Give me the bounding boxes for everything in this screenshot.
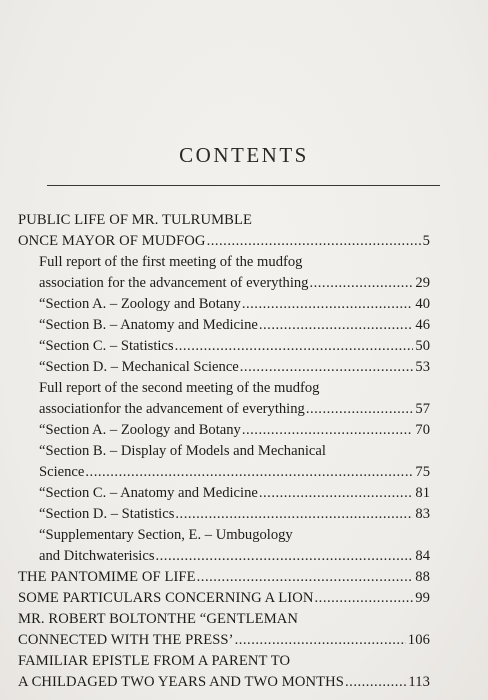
toc-entry [39,273,430,293]
leader-dots [309,273,413,293]
toc-entry-title: MR. ROBERT BOLTONTHE “GENTLEMAN [18,611,299,627]
toc-entry-title: “Section A. – Zoology and Botany [39,422,241,438]
leader-dots [306,399,414,419]
toc-entry [39,462,430,482]
toc-page-number: 46 [415,317,430,333]
toc-entry-title: “Supplementary Section, E. – Umbugology [39,527,293,543]
toc-entry [18,609,430,629]
toc-entry-title: “Section D. – Statistics [39,506,175,522]
leader-dots [156,546,414,566]
toc-entry-title: and Ditchwaterisics [39,548,155,564]
toc-page-number: 57 [415,401,430,417]
leader-dots [175,504,413,524]
leader-dots [315,588,414,608]
toc-entry-title: THE PANTOMIME OF LIFE [18,569,196,585]
leader-dots [259,483,414,503]
leader-dots [197,567,414,587]
toc-entry [39,315,430,335]
leader-dots [345,672,406,692]
toc-page-number: 88 [415,569,430,585]
toc-entry [39,336,430,356]
contents-heading: CONTENTS [179,143,309,167]
toc-entry [18,567,430,587]
toc-entry-title: “Section B. – Display of Models and Mechanical [39,443,326,459]
leader-dots [235,630,406,650]
toc-entry-title: A CHILDAGED TWO YEARS AND TWO MONTHS [18,674,345,690]
toc-entry-title: “Section A. – Zoology and Botany [39,296,241,312]
toc-page-number: 50 [415,338,430,354]
toc-page-number: 5 [422,233,430,249]
toc-entry-title: Full report of the second meeting of the mudfog [39,380,320,396]
toc-page-number: 83 [415,506,430,522]
toc-entry-title: “Section C. – Statistics [39,338,174,354]
toc-page-number: 70 [415,422,430,438]
toc-page-number: 40 [415,296,430,312]
toc-entry-title: FAMILIAR EPISTLE FROM A PARENT TO [18,653,291,669]
toc-entry [18,672,430,692]
toc-entry [39,483,430,503]
toc-page-number: 99 [415,590,430,606]
toc-entry-title: “Section C. – Anatomy and Medicine [39,485,258,501]
toc-entry-title: associationfor the advancement of everything [39,401,305,417]
leader-dots [242,294,414,314]
toc-entry-title: Science [39,464,85,480]
toc-entry-title: CONNECTED WITH THE PRESS’ [18,632,234,648]
leader-dots [85,462,413,482]
leader-dots [175,336,414,356]
toc-page-number: 53 [415,359,430,375]
toc-entry [18,651,430,671]
leader-dots [207,231,421,251]
toc-entry [39,420,430,440]
toc-entry [18,588,430,608]
toc-entry [39,357,430,377]
toc-page-number: 113 [408,674,430,690]
toc-entry [39,441,430,461]
toc-entry [39,378,430,398]
toc-entry-title: PUBLIC LIFE OF MR. TULRUMBLE [18,212,253,228]
leader-dots [259,315,414,335]
toc-entry-title: SOME PARTICULARS CONCERNING A LION [18,590,314,606]
toc-entry [39,252,430,272]
toc-entry [39,546,430,566]
leader-dots [242,420,414,440]
toc-page-number: 75 [415,464,430,480]
toc-entry [39,525,430,545]
toc-entry [39,399,430,419]
toc-entry-title: ONCE MAYOR OF MUDFOG [18,233,206,249]
toc-entry-title: Full report of the first meeting of the mudfog [39,254,303,270]
leader-dots [240,357,414,377]
toc-entry [18,231,430,251]
toc-entry [39,294,430,314]
toc-page-number: 81 [415,485,430,501]
toc-entry [18,210,430,230]
toc-entry-title: “Section B. – Anatomy and Medicine [39,317,258,333]
heading-divider [47,185,440,186]
toc-page-number: 29 [415,275,430,291]
toc-entry-title: “Section D. – Mechanical Science [39,359,239,375]
toc-entry [18,630,430,650]
toc-entry [39,504,430,524]
toc-page-number: 106 [407,632,430,648]
toc-entry-title: association for the advancement of everything [39,275,309,291]
toc-page-number: 84 [415,548,430,564]
